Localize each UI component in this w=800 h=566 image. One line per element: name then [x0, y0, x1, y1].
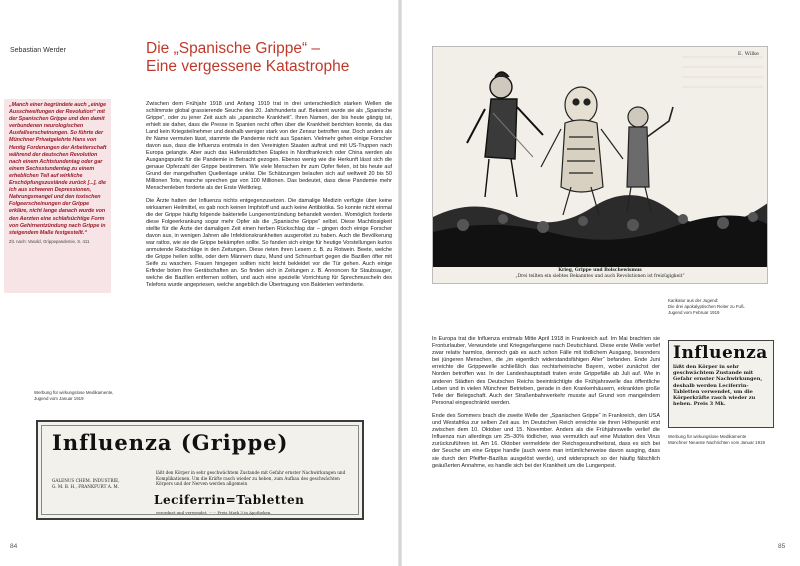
caption-line: Werbung für wirkungslose Medikamente	[668, 434, 747, 439]
quote-source: Zit. nach: Vasold, Grippepandemie, S. 411	[9, 238, 90, 244]
cartoon-signature: E. Wilke	[737, 51, 759, 57]
ad-footer: verordnet und verwendet. ······ Preis Mark 3 in Apotheken.	[156, 510, 272, 515]
paragraph: In Europa trat die Influenza erstmals Mitte April 1918 in Frankreich auf. Im Mai brachten sie Fronturlauber, Verwundete und Kriegsgefangene nach Deutschland. Diese erste Welle verlief zwar relativ harmlos, dennoch gab es auch schon Fälle mit tödlichem Ausgang, besonders bei jüngeren Menschen, die „im eigentlich widerstandsfähigen Alter“ befanden. Ende Juni erreichte die Grippewelle schließlich das rechtsrheinische Bayern, wobei zunächst der Norden betroffen war. In der Landeshauptstadt traten erste Grippefälle ab Juli auf. Wie in anderen Städten des Deutschen Reichs beeinträchtigte die Frühjahrswelle das öffentliche Leben und in vielen Münchner Betrieben, gerade in den Krankenhäusern, erkrankten große Teile der Belegschaft. Auch der Straßenbahnverkehr musste auf Grund von mangelndem Personal eingeschränkt werden.	[432, 336, 660, 406]
ad-headline: Influenza	[673, 343, 768, 363]
company-line: G. M. B. H., FRANKFURT A. M.	[52, 483, 120, 489]
cartoon-caption-subtitle: „Drei teilten ein siebtes Bekanntes und auch Revolutionen ist freizügigkeit“	[515, 273, 685, 279]
cartoon-credit	[668, 298, 788, 316]
cartoon-caption-title: Krieg, Grippe und Bolschewismus	[558, 268, 642, 274]
page-number-right: 85	[778, 543, 786, 550]
ad-headline: Influenza (Grippe)	[52, 430, 289, 455]
company-line: GALENUS CHEM. INDUSTRIE,	[52, 478, 120, 483]
ad-copy: läßt den Körper in sehr geschwächtem Zustande mit Gefahr ernster Nachwirkungen, deshalb werden Leciferrin-Tabletten verwendet, um die Körperkräfte rasch wieder zu heben. Preis 3 Mk.	[673, 364, 763, 408]
ad-product-name: Leciferrin=Tabletten	[154, 493, 305, 507]
caption-line: Jugend vom Februar 1919	[668, 310, 720, 315]
caption-line: Münchner Neueste Nachrichten vom Januar 1919	[668, 440, 765, 445]
ad-copy: läßt den Körper in sehr geschwächtem Zustande mit Gefahr ernster Nachwirkungen und Komplikationen. Um die Kräfte rasch wieder zu heben, zum Aufbau des geschwächten Körpers und der Nerven werden allgemein	[156, 470, 346, 487]
body-text-left	[146, 101, 392, 295]
author-name: Sebastian Werder	[10, 47, 66, 54]
title-line-1: Die „Spanische Grippe“ –	[146, 40, 321, 57]
left-page	[0, 0, 398, 566]
cartoon-drawing	[433, 47, 768, 284]
newspaper-ad-caption	[668, 434, 794, 446]
caption-line: Karikatur aus der Jugend:	[668, 298, 719, 303]
influenza-advertisement	[36, 420, 364, 520]
page-number-left: 84	[10, 543, 18, 550]
cartoon-illustration	[432, 46, 768, 284]
ad-company	[52, 478, 120, 489]
pull-quote	[4, 99, 111, 293]
influenza-newspaper-ad	[668, 340, 774, 428]
title-line-2: Eine vergessene Katastrophe	[146, 58, 350, 75]
caption-line: Jugend vom Januar 1919	[34, 396, 84, 401]
cartoon-caption	[433, 268, 767, 279]
paragraph: Zwischen dem Frühjahr 1918 und Anfang 1919 trat in drei unterschiedlich starken Wellen die schlimmste global grassierende Seuche des 20. Jahrhunderts auf. Bekannt wurde sie als „Spanische Grippe“, oder zu jener Zeit auch als „spanische Krankheit“. Ihren Namen, der bis heute gängig ist, erhielt sie daher, dass die Presse in Spanien recht offen über die Krankheit berichten konnte, da das Land kein Kriegsteilnehmer und deshalb weniger stark von der Zensur betroffen war. Doch anders als ihr Name vermuten lässt, stammte die Pandemie nicht aus Spanien. Vielmehr gehen einige Forscher davon aus, dass die Influenza erstmals in den Vereinigten Staaten auftrat und mit US-Truppen nach Europa gelangte. Aber auch das Hafenstädtchen Étaples in Nordfrankreich oder China werden als Ausgangspunkt für die Pandemie in Betracht gezogen. Ebenso wenig wie die Herkunft lässt sich die genaue Opferzahl der Grippe bestimmen. Wie viele Menschen ihr zum Opfer fielen, ist bis heute auf Grund der mangelhaften Quellenlage unklar. Die Schätzungen belaufen sich auf weltweit 20 bis 50 Millionen Tote, manche sprechen gar von 100 Millionen. Das bedeutet, dass diese Pandemie mehr Menschenleben forderte als der Erste Weltkrieg.	[146, 101, 392, 192]
paragraph: Die Ärzte hatten der Influenza nichts entgegenzusetzen. Die damalige Medizin verfügte über keine wirksamen Heilmittel, es gab noch keinen Impfstoff und auch keine Antibiotika. So konnte nicht einmal die der Grippe häufig folgende bakterielle Lungenentzündung behandelt werden. Womöglich forderte diese Folgeerkrankung sogar mehr Opfer als die „Spanische Grippe“ selbst. Diese Machtlosigkeit stellte für die Ärzte der damaligen Zeit einen herben Rückschlag dar – gingen doch einige Forscher davon aus, in wenigen Jahren alle Infektionskrankheiten ausgerottet zu haben. Auch die Bevölkerung war ratlos, wie sie die Grippe bekämpfen sollte. So fanden sich einige für heutige Vorstellungen kurios anmutende Ratschläge in den Zeitungen. Diese rieten ihren Lesern z. B. zu Rotwein. Beete, welche die Grippe heilen sollte, oder dem Männern dazu, Mund und Schnurrbart gegen die Bazillen öfter mit Seife zu waschen. Frauen hingegen sollten nicht leicht bekleidet vor die Tür gehen. Auch einige Erfinder boten ihre Gerätschaften an. So finden sich in Zeitungen z. B. Annoncen für Staubsauger, welche die Bazillen entfernen sollten, und auch eine spezielle Vorrichtung für Sprechmuscheln des Telefons wurde angepriesen, welche angeblich die Übertragung von Bakterien verhinderte.	[146, 198, 392, 289]
ad-caption	[34, 390, 144, 402]
quote-text: „Manch einer begründete auch „einige Ausschweifungen der Revolution“ mit der Spanischen Grippe und den damit verbundenen neurologischen Ausfallserscheinungen. So führte der Münchner Privatgelehrte Hans von Hentig Forderungen der Arbeiterschaft während der deutschen Revolution nach einem Achtstundentag oder gar einem Sechsstundentag zu einem erheblichen Teil auf wirkliche Erschöpfungszustände zurück [...], die ich aus schweren Depressionen, Nahrungsmangel und den toxischen Folgeerscheinungen der Grippe erkläre, nicht lange danach wurde von den Aerzten eine schlafsüchtige Form von Gehirnentzündung nach Grippe in steigendem Maße festgestellt.“	[9, 102, 107, 236]
article-title	[146, 40, 386, 76]
paragraph: Ende des Sommers brach die zweite Welle der „Spanischen Grippe“ in Frankreich, den USA und Westafrika zur selben Zeit aus. Im Deutschen Reich erreichte sie ihren Höhepunkt erst zwischen dem 10. Oktober und 15. November. Anders als die Frühjahrswelle verlief die Influenza nun allerdings um 25–30% tödlicher, was vermutlich auf eine Mutation des Virus zurückzuführen ist. Am 16. Oktober vermeldete der Reichsgesundheitsrat, dass es sich bei der Seuche um eine Grippe handle (auch wenn man irrtümlicherweise davon ausging, dass sie durch den Pfeiffer-Bazillus ausgelöst werde), und widersprach so der häufig fälschlich geäußerten Annahme, es handle sich bei der Krankheit um die Lungenpest.	[432, 412, 660, 469]
body-text-right	[432, 336, 660, 476]
caption-line: Werbung für wirkungslose Medikamente,	[34, 390, 114, 395]
caption-line: Die drei apokalyptischen Reiter zu Fuß.	[668, 304, 745, 309]
